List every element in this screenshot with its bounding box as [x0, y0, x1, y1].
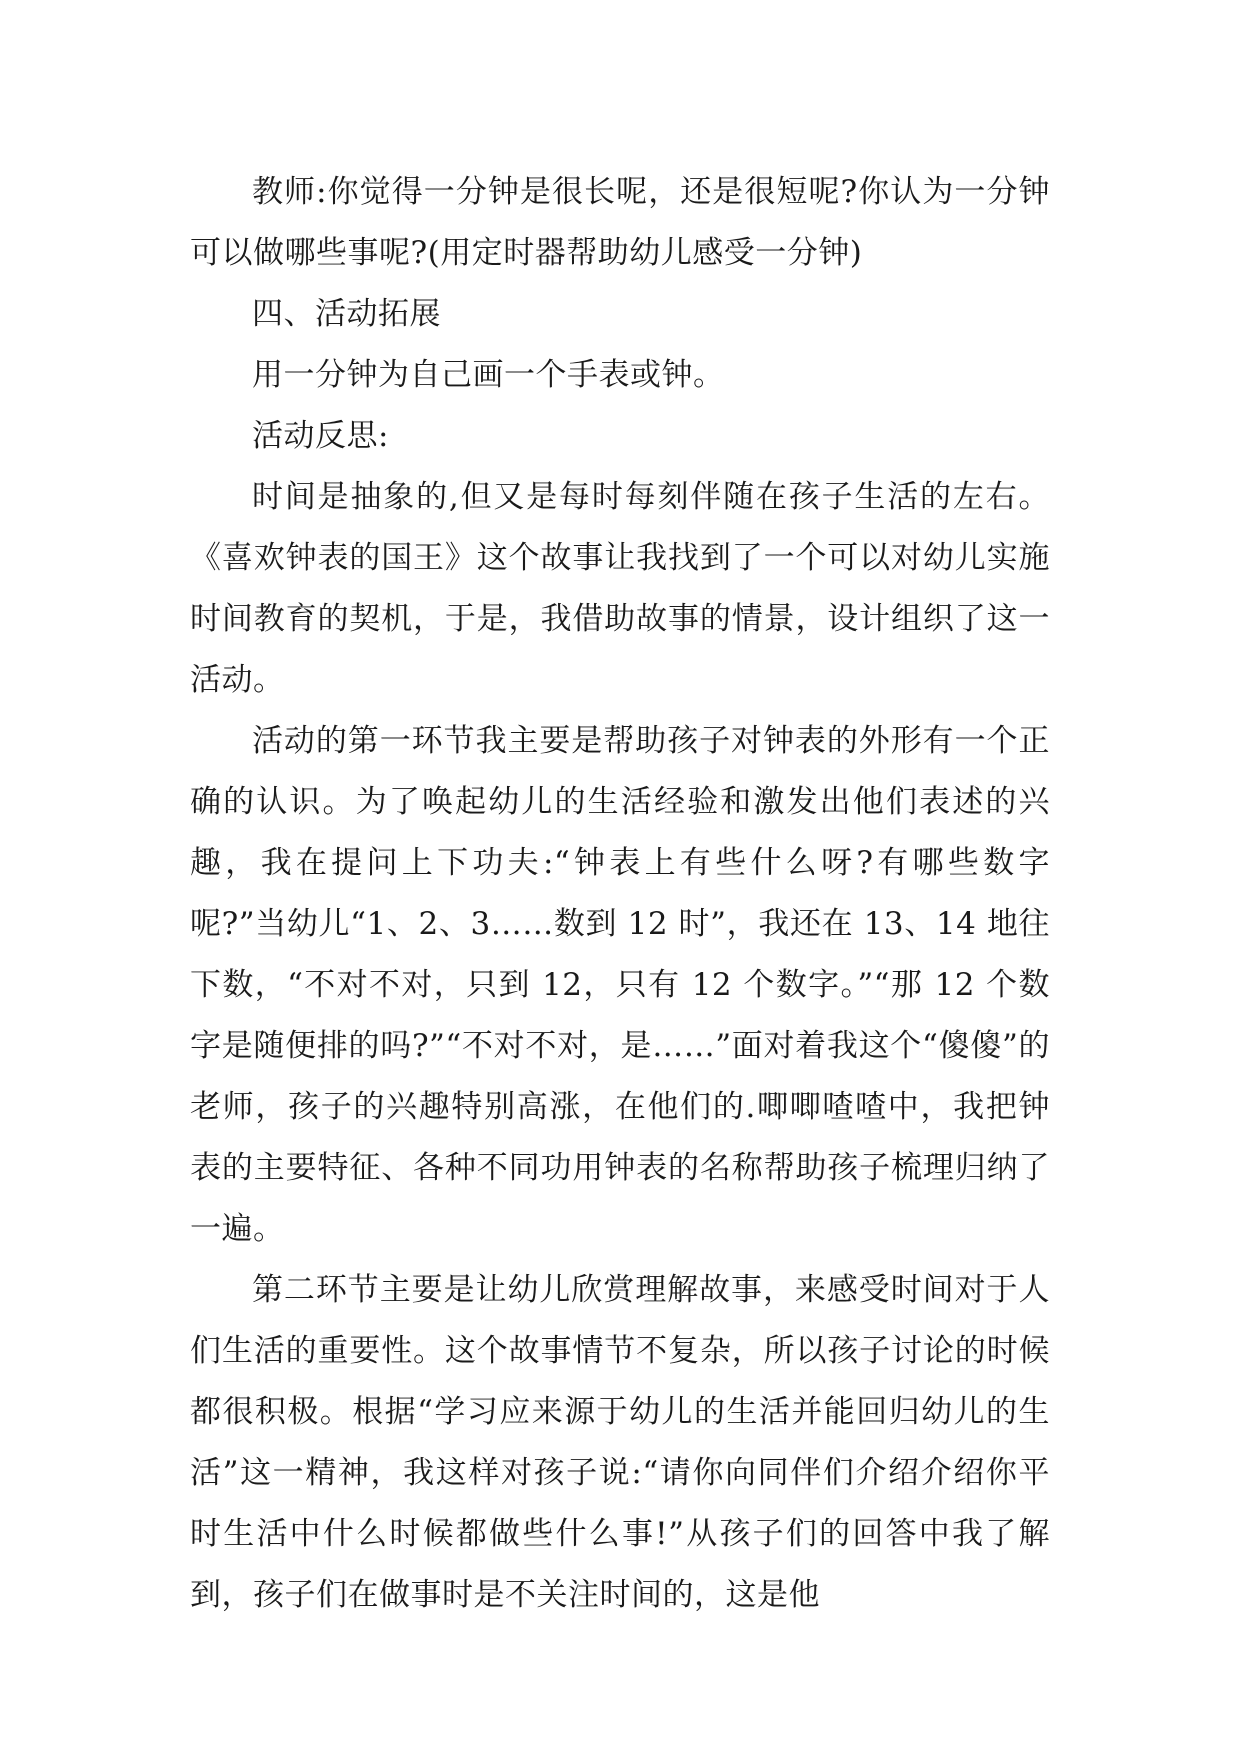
paragraph-first-stage: 活动的第一环节我主要是帮助孩子对钟表的外形有一个正确的认识。为了唤起幼儿的生活经验和激发出他们表述的兴趣，我在提问上下功夫:“钟表上有些什么呀?有哪些数字呢?”当幼儿“1、2、3……数到 12 时”，我还在 13、14 地往下数，“不对不对，只到 12，只有 12 个数字。”“那 12 个数字是随便排的吗?”“不对不对，是……”面对着我这个“傻傻”的老师，孩子的兴趣特别高涨，在他们的.唧唧喳喳中，我把钟表的主要特征、各种不同功用钟表的名称帮助孩子梳理归纳了一遍。 — [190, 723, 1050, 1247]
paragraph-time-abstract: 时间是抽象的,但又是每时每刻伴随在孩子生活的左右。《喜欢钟表的国王》这个故事让我找到了一个可以对幼儿实施时间教育的契机，于是，我借助故事的情景，设计组织了这一活动。 — [190, 479, 1050, 698]
section-heading-reflection: 活动反思: — [252, 418, 389, 454]
document-body — [190, 162, 1050, 1626]
paragraph-teacher-question: 教师:你觉得一分钟是很长呢，还是很短呢?你认为一分钟可以做哪些事呢?(用定时器帮助幼儿感受一分钟) — [190, 174, 1050, 271]
section-heading-activity-extension: 四、活动拓展 — [252, 296, 441, 332]
paragraph-draw-watch: 用一分钟为自己画一个手表或钟。 — [252, 357, 725, 393]
paragraph-second-stage: 第二环节主要是让幼儿欣赏理解故事，来感受时间对于人们生活的重要性。这个故事情节不复杂，所以孩子讨论的时候都很积极。根据“学习应来源于幼儿的生活并能回归幼儿的生活”这一精神，我这样对孩子说:“请你向同伴们介绍介绍你平时生活中什么时候都做些什么事!”从孩子们的回答中我了解到，孩子们在做事时是不关注时间的，这是他 — [190, 1272, 1050, 1613]
